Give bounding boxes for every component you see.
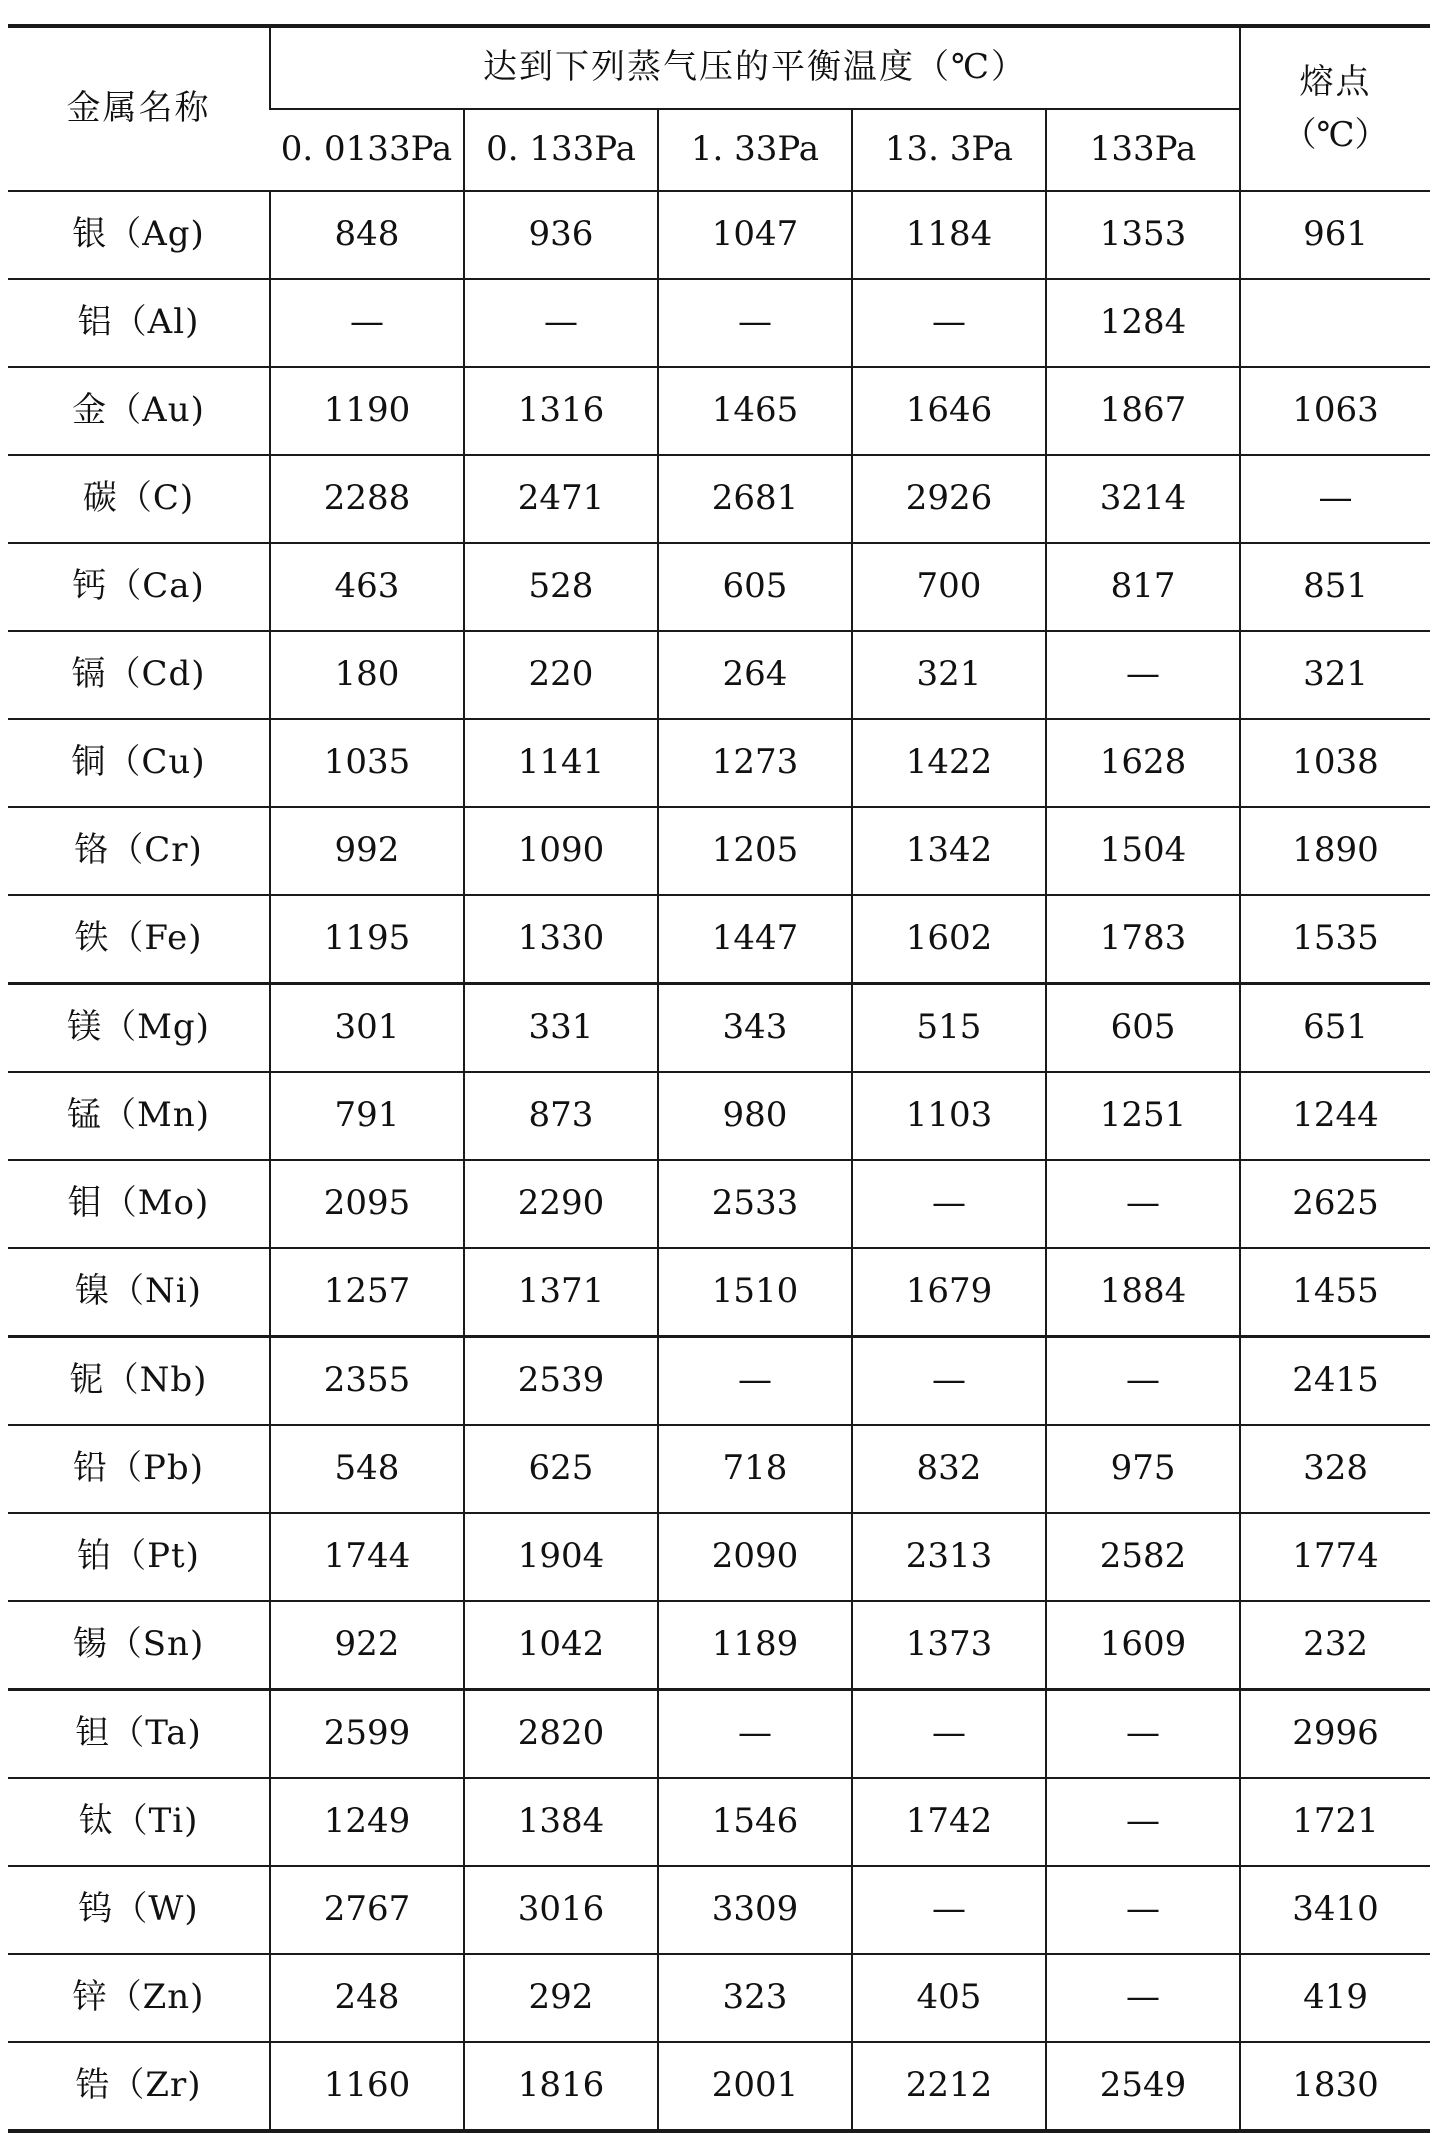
metal-name-cell: 锡（Sn) [8, 1601, 270, 1690]
temperature-cell: 323 [658, 1954, 852, 2042]
metal-name-cell: 铬（Cr) [8, 807, 270, 895]
metal-name-cell: 金（Au) [8, 367, 270, 455]
table-row [8, 455, 1430, 543]
temperature-cell: 1249 [270, 1778, 464, 1866]
table-row [8, 1513, 1430, 1601]
header-equilibrium-temperature: 达到下列蒸气压的平衡温度（℃） [270, 26, 1240, 109]
melting-point-cell: 232 [1240, 1601, 1430, 1690]
temperature-cell: 791 [270, 1072, 464, 1160]
temperature-cell: 1251 [1046, 1072, 1240, 1160]
temperature-cell: 292 [464, 1954, 658, 2042]
table-row [8, 543, 1430, 631]
temperature-cell: 1042 [464, 1601, 658, 1690]
temperature-cell: 1316 [464, 367, 658, 455]
temperature-cell: 605 [658, 543, 852, 631]
temperature-cell: — [464, 279, 658, 367]
temperature-cell: 1160 [270, 2042, 464, 2131]
temperature-cell: 1205 [658, 807, 852, 895]
metal-name-cell: 镉（Cd) [8, 631, 270, 719]
temperature-cell: 1867 [1046, 367, 1240, 455]
metal-name-cell: 银（Ag) [8, 191, 270, 279]
table-row [8, 895, 1430, 984]
temperature-cell: 980 [658, 1072, 852, 1160]
temperature-cell: 1447 [658, 895, 852, 984]
temperature-cell: 1371 [464, 1248, 658, 1337]
melting-point-cell: 1063 [1240, 367, 1430, 455]
temperature-cell: — [1046, 1954, 1240, 2042]
temperature-cell: 2599 [270, 1690, 464, 1779]
metal-name-cell: 钛（Ti) [8, 1778, 270, 1866]
temperature-cell: 1628 [1046, 719, 1240, 807]
temperature-cell: 2288 [270, 455, 464, 543]
temperature-cell: 1190 [270, 367, 464, 455]
table-row [8, 1160, 1430, 1248]
temperature-cell: 817 [1046, 543, 1240, 631]
melting-point-cell: 1038 [1240, 719, 1430, 807]
temperature-cell: 1184 [852, 191, 1046, 279]
temperature-cell: 2313 [852, 1513, 1046, 1601]
table-row [8, 279, 1430, 367]
metal-name-cell: 铂（Pt) [8, 1513, 270, 1601]
temperature-cell: 180 [270, 631, 464, 719]
table-row [8, 1248, 1430, 1337]
temperature-cell: — [1046, 1778, 1240, 1866]
header-melting-point-unit: （℃） [1282, 115, 1389, 155]
temperature-cell: 2090 [658, 1513, 852, 1601]
temperature-cell: 832 [852, 1425, 1046, 1513]
temperature-cell: 2926 [852, 455, 1046, 543]
temperature-cell: 1504 [1046, 807, 1240, 895]
melting-point-cell: 1830 [1240, 2042, 1430, 2131]
temperature-cell: 2001 [658, 2042, 852, 2131]
table-row [8, 1954, 1430, 2042]
table-row [8, 367, 1430, 455]
melting-point-cell: 328 [1240, 1425, 1430, 1513]
metal-name-cell: 锌（Zn) [8, 1954, 270, 2042]
temperature-cell: 528 [464, 543, 658, 631]
temperature-cell: — [852, 1337, 1046, 1426]
metal-name-cell: 铁（Fe) [8, 895, 270, 984]
temperature-cell: 2095 [270, 1160, 464, 1248]
temperature-cell: 331 [464, 984, 658, 1073]
temperature-cell: 2549 [1046, 2042, 1240, 2131]
temperature-cell: 1342 [852, 807, 1046, 895]
temperature-cell: — [658, 1690, 852, 1779]
temperature-cell: — [1046, 631, 1240, 719]
melting-point-cell: 1890 [1240, 807, 1430, 895]
temperature-cell: — [658, 279, 852, 367]
header-pressure-5: 133Pa [1046, 109, 1240, 191]
temperature-cell: 515 [852, 984, 1046, 1073]
metal-name-cell: 铌（Nb) [8, 1337, 270, 1426]
table-row [8, 984, 1430, 1073]
metal-name-cell: 钙（Ca) [8, 543, 270, 631]
table-row [8, 1778, 1430, 1866]
temperature-cell: 1465 [658, 367, 852, 455]
melting-point-cell: 419 [1240, 1954, 1430, 2042]
header-metal-name: 金属名称 [8, 26, 270, 191]
metal-name-cell: 锆（Zr) [8, 2042, 270, 2131]
table-row [8, 2042, 1430, 2131]
temperature-cell: 848 [270, 191, 464, 279]
temperature-cell: 1373 [852, 1601, 1046, 1690]
table-row [8, 807, 1430, 895]
melting-point-cell: 2625 [1240, 1160, 1430, 1248]
temperature-cell: 1783 [1046, 895, 1240, 984]
melting-point-cell: 961 [1240, 191, 1430, 279]
temperature-cell: 1422 [852, 719, 1046, 807]
header-melting-point-label: 熔点 [1299, 62, 1372, 103]
temperature-cell: — [1046, 1160, 1240, 1248]
temperature-cell: 3309 [658, 1866, 852, 1954]
melting-point-cell: 1535 [1240, 895, 1430, 984]
temperature-cell: 1035 [270, 719, 464, 807]
melting-point-cell: 651 [1240, 984, 1430, 1073]
temperature-cell: 1330 [464, 895, 658, 984]
table-row [8, 1690, 1430, 1779]
temperature-cell: — [1046, 1866, 1240, 1954]
temperature-cell: 1904 [464, 1513, 658, 1601]
table-row [8, 1866, 1430, 1954]
temperature-cell: 1141 [464, 719, 658, 807]
temperature-cell: 992 [270, 807, 464, 895]
temperature-cell: — [852, 1160, 1046, 1248]
temperature-cell: 463 [270, 543, 464, 631]
melting-point-cell [1240, 279, 1430, 367]
temperature-cell: 1744 [270, 1513, 464, 1601]
temperature-cell: 301 [270, 984, 464, 1073]
header-pressure-3: 1. 33Pa [658, 109, 852, 191]
melting-point-cell: 2996 [1240, 1690, 1430, 1779]
temperature-cell: 1284 [1046, 279, 1240, 367]
temperature-cell: 3214 [1046, 455, 1240, 543]
melting-point-cell: 2415 [1240, 1337, 1430, 1426]
header-pressure-2: 0. 133Pa [464, 109, 658, 191]
temperature-cell: — [852, 279, 1046, 367]
temperature-cell: 975 [1046, 1425, 1240, 1513]
melting-point-cell: 1774 [1240, 1513, 1430, 1601]
table-row [8, 719, 1430, 807]
temperature-cell: 1742 [852, 1778, 1046, 1866]
vapor-pressure-table [8, 24, 1430, 2133]
melting-point-cell: 1244 [1240, 1072, 1430, 1160]
temperature-cell: 2582 [1046, 1513, 1240, 1601]
metal-name-cell: 钼（Mo) [8, 1160, 270, 1248]
temperature-cell: 1546 [658, 1778, 852, 1866]
temperature-cell: 1189 [658, 1601, 852, 1690]
metal-name-cell: 镍（Ni) [8, 1248, 270, 1337]
temperature-cell: 3016 [464, 1866, 658, 1954]
temperature-cell: 1257 [270, 1248, 464, 1337]
metal-name-cell: 锰（Mn) [8, 1072, 270, 1160]
temperature-cell: 1103 [852, 1072, 1046, 1160]
temperature-cell: — [1046, 1337, 1240, 1426]
temperature-cell: 700 [852, 543, 1046, 631]
table-row [8, 1072, 1430, 1160]
temperature-cell: 1816 [464, 2042, 658, 2131]
temperature-cell: 2355 [270, 1337, 464, 1426]
table-row [8, 1337, 1430, 1426]
temperature-cell: 1353 [1046, 191, 1240, 279]
temperature-cell: 1047 [658, 191, 852, 279]
table-row [8, 1425, 1430, 1513]
temperature-cell: 2212 [852, 2042, 1046, 2131]
metal-name-cell: 镁（Mg) [8, 984, 270, 1073]
temperature-cell: 1273 [658, 719, 852, 807]
temperature-cell: 264 [658, 631, 852, 719]
temperature-cell: 1384 [464, 1778, 658, 1866]
metal-name-cell: 铅（Pb) [8, 1425, 270, 1513]
temperature-cell: 2533 [658, 1160, 852, 1248]
temperature-cell: 343 [658, 984, 852, 1073]
metal-name-cell: 钽（Ta) [8, 1690, 270, 1779]
header-melting-point [1240, 26, 1430, 191]
metal-name-cell: 碳（C) [8, 455, 270, 543]
temperature-cell: — [852, 1866, 1046, 1954]
temperature-cell: 548 [270, 1425, 464, 1513]
temperature-cell: 248 [270, 1954, 464, 2042]
temperature-cell: 321 [852, 631, 1046, 719]
temperature-cell: 718 [658, 1425, 852, 1513]
melting-point-cell: 3410 [1240, 1866, 1430, 1954]
temperature-cell: 2471 [464, 455, 658, 543]
temperature-cell: 2820 [464, 1690, 658, 1779]
temperature-cell: 1602 [852, 895, 1046, 984]
temperature-cell: 2767 [270, 1866, 464, 1954]
melting-point-cell: — [1240, 455, 1430, 543]
temperature-cell: 1679 [852, 1248, 1046, 1337]
temperature-cell: 2290 [464, 1160, 658, 1248]
temperature-cell: 605 [1046, 984, 1240, 1073]
temperature-cell: 1609 [1046, 1601, 1240, 1690]
temperature-cell: 1195 [270, 895, 464, 984]
melting-point-cell: 321 [1240, 631, 1430, 719]
temperature-cell: — [852, 1690, 1046, 1779]
melting-point-cell: 1721 [1240, 1778, 1430, 1866]
header-pressure-1: 0. 0133Pa [270, 109, 464, 191]
table-row [8, 191, 1430, 279]
temperature-cell: 2539 [464, 1337, 658, 1426]
metal-name-cell: 铝（Al) [8, 279, 270, 367]
temperature-cell: 1510 [658, 1248, 852, 1337]
temperature-cell: 220 [464, 631, 658, 719]
temperature-cell: 936 [464, 191, 658, 279]
temperature-cell: 2681 [658, 455, 852, 543]
temperature-cell: — [270, 279, 464, 367]
metal-name-cell: 铜（Cu) [8, 719, 270, 807]
temperature-cell: 873 [464, 1072, 658, 1160]
table-body [8, 191, 1430, 2131]
melting-point-cell: 1455 [1240, 1248, 1430, 1337]
temperature-cell: — [1046, 1690, 1240, 1779]
temperature-cell: 1884 [1046, 1248, 1240, 1337]
table-row [8, 631, 1430, 719]
table-header [8, 26, 1430, 191]
temperature-cell: 1646 [852, 367, 1046, 455]
temperature-cell: 1090 [464, 807, 658, 895]
temperature-cell: 922 [270, 1601, 464, 1690]
header-pressure-4: 13. 3Pa [852, 109, 1046, 191]
temperature-cell: 625 [464, 1425, 658, 1513]
table-row [8, 1601, 1430, 1690]
melting-point-cell: 851 [1240, 543, 1430, 631]
temperature-cell: 405 [852, 1954, 1046, 2042]
metal-name-cell: 钨（W) [8, 1866, 270, 1954]
temperature-cell: — [658, 1337, 852, 1426]
